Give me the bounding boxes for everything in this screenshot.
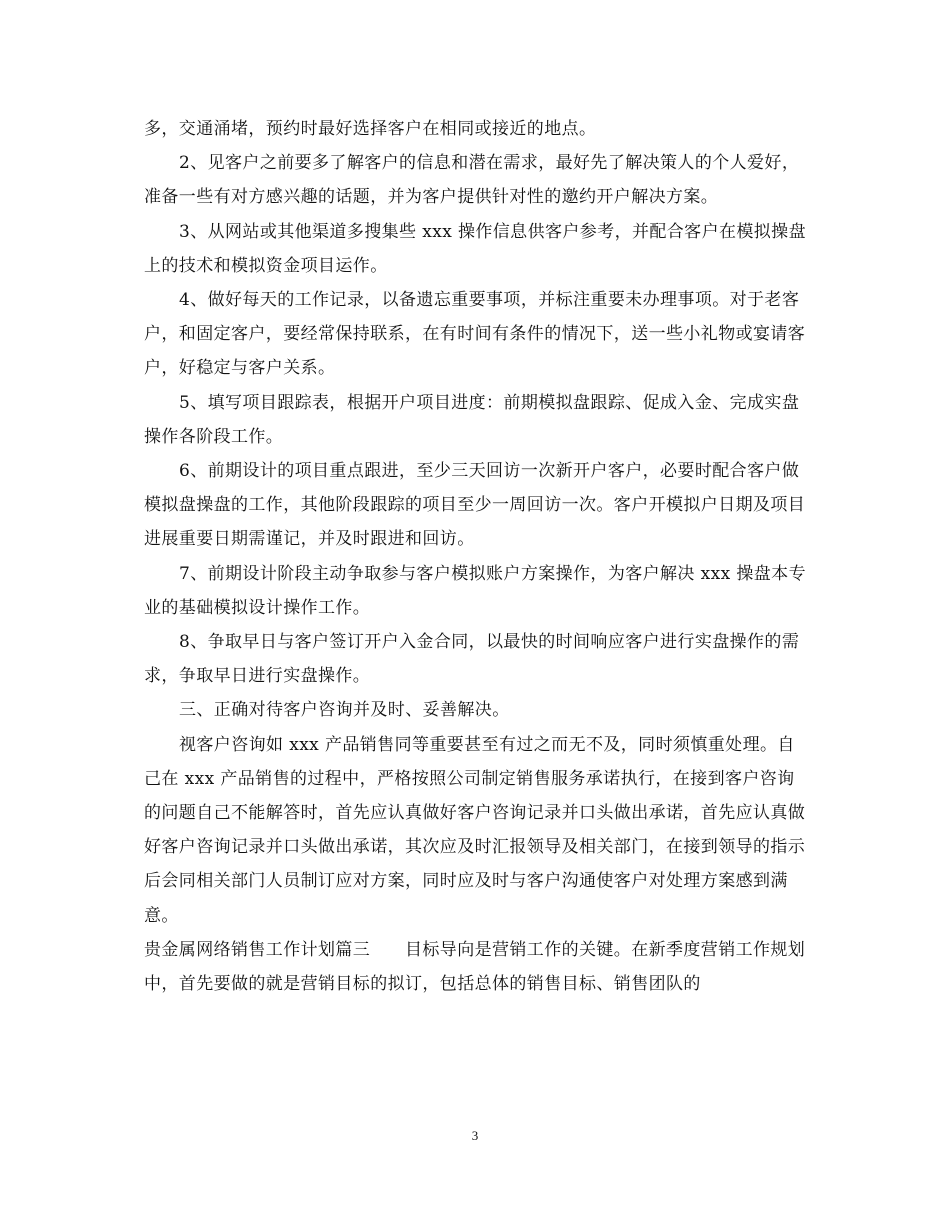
paragraph-item-2: 2、见客户之前要多了解客户的信息和潜在需求，最好先了解决策人的个人爱好，准备一些有对方感兴趣的话题，并为客户提供针对性的邀约开户解决方案。 (144, 153, 800, 208)
document-body (144, 112, 810, 1001)
paragraph-continuation: 多，交通涌堵，预约时最好选择客户在相同或接近的地点。 (144, 119, 597, 139)
paragraph-item-7: 7、前期设计阶段主动争取参与客户模拟账户方案操作，为客户解决 xxx 操盘本专业的基础模拟设计操作工作。 (144, 563, 806, 618)
paragraph-consultation: 视客户咨询如 xxx 产品销售同等重要甚至有过之而无不及，同时须慎重处理。自己在 xxx 产品销售的过程中，严格按照公司制定销售服务承诺执行，在接到客户咨询的问题自己不能解答时，首先应认真做好客户咨询记录并口头做出承诺，首先应认真做好客户咨询记录并口头做出承诺，其次应及时汇报领导及相关部门，在接到领导的指示后会同相关部门人员制订应对方案，同时应及时与客户沟通使客户对处理方案感到满意。 (144, 734, 806, 926)
page-number: 3 (471, 1128, 479, 1143)
paragraph-item-5: 5、填写项目跟踪表，根据开户项目进度：前期模拟盘跟踪、促成入金、完成实盘操作各阶段工作。 (144, 392, 800, 447)
section-heading: 三、正确对待客户咨询并及时、妥善解决。 (179, 700, 510, 721)
paragraph-item-8: 8、争取早日与客户签订开户入金合同，以最快的时间响应客户进行实盘操作的需求，争取早日进行实盘操作。 (144, 632, 800, 687)
paragraph-item-4: 4、做好每天的工作记录，以备遗忘重要事项，并标注重要未办理事项。对于老客户，和固定客户，要经常保持联系，在有时间有条件的情况下，送一些小礼物或宴请客户，好稳定与客户关系。 (144, 290, 806, 379)
paragraph-item-3: 3、从网站或其他渠道多搜集些 xxx 操作信息供客户参考，并配合客户在模拟操盘上的技术和模拟资金项目运作。 (144, 221, 806, 276)
paragraph-item-6: 6、前期设计的项目重点跟进，至少三天回访一次新开户客户，必要时配合客户做模拟盘操盘的工作，其他阶段跟踪的项目至少一周回访一次。客户开模拟户日期及项目进展重要日期需谨记，并及时跟进和回访。 (144, 461, 806, 550)
paragraph-plan-part-three: 贵金属网络销售工作计划篇三 目标导向是营销工作的关键。在新季度营销工作规划中，首先要做的就是营销目标的拟订，包括总体的销售目标、销售团队的 (144, 939, 806, 995)
